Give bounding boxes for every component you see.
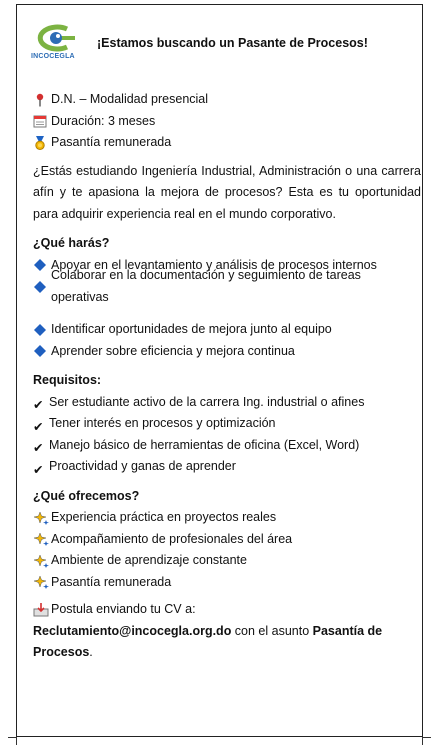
offer-item-text: Ambiente de aprendizaje constante [51,553,247,567]
header [31,23,411,63]
requirement-item-text: Tener interés en procesos y optimización [49,416,276,430]
offer-item [33,550,421,572]
task-item [33,319,421,341]
map-pin-icon [33,93,47,107]
requirement-item-text: Ser estudiante activo de la carrera Ing. industrial o afines [49,394,365,409]
offer-item [33,572,421,594]
logo-wordmark: INCOCEGLA [31,53,75,60]
task-item-text: Colaborar en la documentación y seguimiento de tareas operativas [51,268,361,304]
requirement-item-text: Manejo básico de herramientas de oficina (Excel, Word) [49,437,360,452]
sparkle-icon [33,532,47,546]
offer-item-text: Experiencia práctica en proyectos reales [51,510,277,524]
task-item [33,268,421,304]
detail-paid [33,132,421,154]
offer-item-text: Acompañamiento de profesionales del área [51,531,293,546]
blue-diamond-icon [33,258,47,272]
tasks-title: ¿Qué harás? [33,236,110,250]
requirements-title: Requisitos: [33,373,102,387]
detail-location-text: D.N. – Modalidad presencial [51,92,209,106]
apply-lead [33,599,421,621]
offer-item [33,507,421,529]
apply-instructions [33,621,421,664]
offer-title: ¿Qué ofrecemos? [33,488,140,503]
offer-item [33,529,421,551]
detail-duration-text: Duración: 3 meses [51,113,156,128]
requirement-item [33,413,421,435]
check-mark-icon: ✔ [33,398,44,413]
sparkle-icon [33,575,47,589]
offer-item-text: Pasantía remunerada [51,574,172,589]
apply-lead-text: Postula enviando tu CV a: [51,602,196,616]
task-item-text: Apoyar en el levantamiento y análisis de procesos internos [51,257,377,272]
apply-end-text: . [89,645,93,659]
medal-icon [33,136,47,150]
intro-paragraph: ¿Estás estudiando Ingeniería Industrial, Administración o una carrera afín y te apasiona la mejora de procesos? Esta es tu oportunidad para adquirir experiencia real en el mundo corporativo. [33,163,421,221]
job-headline: ¡Estamos buscando un Pasante de Procesos! [97,36,368,50]
task-item-text: Aprender sobre eficiencia y mejora continua [51,343,295,358]
document-page [16,4,423,737]
apply-middle-text: con el asunto [231,623,313,638]
detail-location [33,89,421,111]
apply-email[interactable]: Reclutamiento@incocegla.org.do [33,623,232,638]
check-mark-icon: ✔ [33,419,44,434]
job-content [33,89,421,664]
requirement-item-text: Proactividad y ganas de aprender [49,459,236,473]
requirement-item [33,435,421,457]
logo-mark-icon [31,23,87,53]
detail-paid-text: Pasantía remunerada [51,135,172,149]
task-item-text: Identificar oportunidades de mejora junto al equipo [51,322,332,336]
company-logo [31,23,87,63]
check-mark-icon: ✔ [33,462,44,477]
requirement-item [33,392,421,414]
inbox-tray-icon [33,603,47,617]
task-item [33,341,421,363]
requirement-item [33,456,421,478]
blue-diamond-icon [33,323,47,337]
apply-subject: Pasantía de Procesos [33,623,383,659]
blue-diamond-icon [33,344,47,358]
sparkle-icon [33,511,47,525]
calendar-icon [33,114,47,128]
blue-diamond-icon [33,280,47,294]
check-mark-icon: ✔ [33,441,44,456]
detail-duration [33,111,421,133]
sparkle-icon [33,554,47,568]
